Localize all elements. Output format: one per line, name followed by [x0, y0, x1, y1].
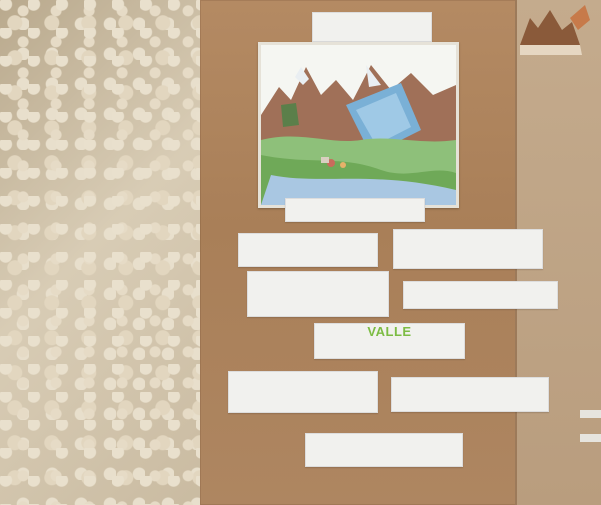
edge-card-1 — [580, 410, 601, 418]
mountain-valley-drawing — [261, 45, 456, 205]
term-card-8 — [305, 433, 463, 467]
term-card-7 — [391, 377, 549, 412]
term-card-4 — [403, 281, 558, 309]
term-card-6 — [228, 371, 378, 413]
term-card-3 — [247, 271, 389, 317]
landscape-illustration — [258, 42, 459, 208]
edge-cards — [580, 410, 601, 458]
term-card-valle — [314, 323, 465, 359]
term-card-2 — [393, 229, 543, 269]
term-card-valle-title: VALLE — [367, 324, 412, 339]
edge-card-2 — [580, 434, 601, 442]
term-card-1 — [238, 233, 378, 267]
map-label-card — [285, 198, 425, 222]
decorative-drawing — [520, 0, 601, 60]
title-card — [312, 12, 432, 42]
